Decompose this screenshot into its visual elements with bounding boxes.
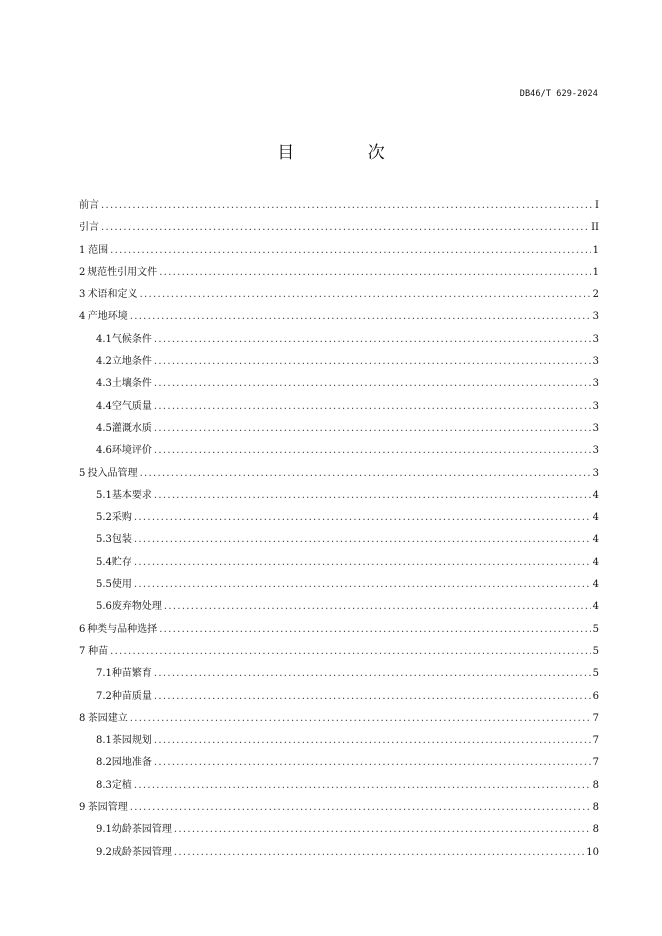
toc-entry-page: 2 xyxy=(592,289,599,301)
toc-entry-number: 5.2 xyxy=(96,512,112,524)
toc-entry-page: 4 xyxy=(592,601,599,613)
toc-entry[interactable] xyxy=(79,440,599,462)
toc-entry-page: 3 xyxy=(592,422,599,434)
toc-dot-leader xyxy=(140,284,591,306)
toc-entry-label: 成龄茶园管理 xyxy=(111,846,172,858)
toc-dot-leader xyxy=(154,396,591,418)
toc-entry-number: 5.5 xyxy=(96,579,112,591)
toc-entry-page: 8 xyxy=(592,802,599,814)
toc-dot-leader xyxy=(159,619,590,641)
toc-entry-page: 4 xyxy=(592,579,599,591)
toc-entry-label: 贮存 xyxy=(111,556,132,568)
toc-entry[interactable] xyxy=(79,418,599,440)
toc-dot-leader xyxy=(159,262,590,284)
toc-entry[interactable] xyxy=(79,708,599,730)
toc-dot-leader xyxy=(110,240,591,262)
toc-entry-page: 3 xyxy=(592,333,599,345)
toc-dot-leader xyxy=(140,463,591,485)
toc-entry-label: 引言 xyxy=(79,222,99,234)
toc-entry[interactable] xyxy=(79,485,599,507)
toc-entry-label: 术语和定义 xyxy=(87,289,138,301)
toc-entry-number: 4.4 xyxy=(96,400,112,412)
toc-entry-label: 采购 xyxy=(111,512,132,524)
toc-entry-label: 种苗质量 xyxy=(111,690,152,702)
toc-dot-leader xyxy=(134,574,591,596)
toc-entry-page: II xyxy=(591,222,599,234)
toc-entry-page: 3 xyxy=(592,356,599,368)
toc-entry-number: 4.2 xyxy=(96,356,112,368)
toc-dot-leader xyxy=(154,440,591,462)
toc-entry-number: 4 xyxy=(79,311,86,323)
toc-dot-leader xyxy=(101,195,593,217)
toc-entry-label: 使用 xyxy=(111,579,132,591)
toc-entry-label: 立地条件 xyxy=(111,356,152,368)
toc-entry-number: 4.3 xyxy=(96,378,112,390)
toc-entry-page: 4 xyxy=(592,512,599,524)
toc-entry[interactable] xyxy=(79,217,599,239)
toc-entry-page: 4 xyxy=(592,556,599,568)
toc-entry-page: 5 xyxy=(592,645,599,657)
toc-entry[interactable] xyxy=(79,641,599,663)
toc-entry[interactable] xyxy=(79,819,599,841)
toc-entry-number: 8.2 xyxy=(96,757,112,769)
toc-entry-label: 种类与品种选择 xyxy=(87,623,158,635)
toc-dot-leader xyxy=(154,418,591,440)
toc-dot-leader xyxy=(154,663,591,685)
toc-entry-page: 3 xyxy=(592,445,599,457)
toc-entry-page: 4 xyxy=(592,489,599,501)
toc-entry-label: 园地准备 xyxy=(111,757,152,769)
toc-entry[interactable] xyxy=(79,775,599,797)
toc-entry-page: 3 xyxy=(592,311,599,323)
toc-entry-page: 7 xyxy=(592,712,599,724)
toc-entry-label: 废弃物处理 xyxy=(111,601,162,613)
toc-entry[interactable] xyxy=(79,842,599,864)
toc-entry-label: 产地环境 xyxy=(87,311,128,323)
toc-entry-label: 规范性引用文件 xyxy=(87,266,158,278)
toc-entry[interactable] xyxy=(79,574,599,596)
page-title: 目 次 xyxy=(277,143,419,163)
toc-entry-number: 8.1 xyxy=(96,735,112,747)
toc-entry-page: 8 xyxy=(592,779,599,791)
toc-dot-leader xyxy=(174,819,591,841)
toc-entry[interactable] xyxy=(79,507,599,529)
toc-entry[interactable] xyxy=(79,262,599,284)
toc-entry-number: 5.1 xyxy=(96,489,112,501)
toc-dot-leader xyxy=(110,641,591,663)
toc-dot-leader xyxy=(174,842,584,864)
toc-entry-page: 7 xyxy=(592,735,599,747)
toc-entry-number: 5 xyxy=(79,467,86,479)
toc-entry[interactable] xyxy=(79,351,599,373)
toc-entry-label: 灌溉水质 xyxy=(111,422,152,434)
toc-entry-number: 1 xyxy=(79,244,86,256)
toc-entry-page: I xyxy=(595,200,599,211)
toc-entry-number: 5.6 xyxy=(96,601,112,613)
toc-dot-leader xyxy=(130,797,591,819)
toc-dot-leader xyxy=(134,775,591,797)
toc-dot-leader xyxy=(154,351,591,373)
toc-dot-leader xyxy=(130,306,591,328)
toc-entry[interactable] xyxy=(79,663,599,685)
toc-entry-page: 8 xyxy=(592,824,599,836)
toc-dot-leader xyxy=(154,373,591,395)
toc-entry[interactable] xyxy=(79,240,599,262)
toc-entry-label: 种苗 xyxy=(88,645,109,657)
toc-entry-page: 5 xyxy=(592,668,599,680)
toc-entry-label: 环境评价 xyxy=(111,445,152,457)
toc-entry-label: 土壤条件 xyxy=(111,378,152,390)
toc-entry-page: 5 xyxy=(592,623,599,635)
toc-dot-leader xyxy=(134,552,591,574)
toc-dot-leader xyxy=(154,686,591,708)
toc-entry-number: 4.6 xyxy=(96,445,112,457)
toc-entry-number: 7.1 xyxy=(96,668,112,680)
toc-entry[interactable] xyxy=(79,619,599,641)
toc-entry-number: 4.1 xyxy=(96,333,112,345)
toc-entry-page: 3 xyxy=(592,400,599,412)
toc-dot-leader xyxy=(154,329,591,351)
toc-entry-label: 包装 xyxy=(111,534,132,546)
toc-entry-label: 气候条件 xyxy=(111,333,152,345)
toc-dot-leader xyxy=(101,217,589,239)
toc-dot-leader xyxy=(154,752,591,774)
toc-entry[interactable] xyxy=(79,596,599,618)
toc-entry-page: 1 xyxy=(592,266,599,278)
toc-entry-page: 4 xyxy=(592,534,599,546)
toc-entry-label: 茶园规划 xyxy=(111,735,152,747)
toc-entry-page: 10 xyxy=(586,846,599,858)
toc-entry-number: 2 xyxy=(79,266,86,278)
toc-entry-page: 7 xyxy=(592,757,599,769)
toc-entry-label: 投入品管理 xyxy=(87,467,138,479)
toc-entry-page: 3 xyxy=(592,467,599,479)
toc-entry[interactable] xyxy=(79,396,599,418)
toc-entry-label: 茶园建立 xyxy=(87,712,128,724)
toc-entry-number: 8.3 xyxy=(96,779,112,791)
toc-entry[interactable] xyxy=(79,463,599,485)
document-code: DB46/T 629-2024 xyxy=(519,89,598,99)
toc-entry-label: 定植 xyxy=(111,779,132,791)
toc-entry[interactable] xyxy=(79,195,599,217)
toc-entry-label: 前言 xyxy=(79,200,99,211)
toc-entry-label: 种苗繁育 xyxy=(111,668,152,680)
toc-entry[interactable] xyxy=(79,752,599,774)
toc-dot-leader xyxy=(130,708,591,730)
toc-entry[interactable] xyxy=(79,686,599,708)
toc-entry[interactable] xyxy=(79,797,599,819)
toc-entry-number: 5.4 xyxy=(96,556,112,568)
toc-entry-label: 茶园管理 xyxy=(87,802,128,814)
toc-entry[interactable] xyxy=(79,329,599,351)
toc-entry-number: 9 xyxy=(79,802,86,814)
toc-dot-leader xyxy=(154,730,591,752)
toc-entry[interactable] xyxy=(79,306,599,328)
toc-entry-label: 幼龄茶园管理 xyxy=(111,824,172,836)
toc-entry-label: 空气质量 xyxy=(111,400,152,412)
toc-entry[interactable] xyxy=(79,552,599,574)
toc-entry-number: 3 xyxy=(79,289,86,301)
toc-dot-leader xyxy=(134,507,591,529)
toc-dot-leader xyxy=(134,529,591,551)
toc-dot-leader xyxy=(154,485,591,507)
toc-entry-page: 1 xyxy=(592,244,599,256)
toc-entry-number: 9.2 xyxy=(96,846,112,858)
toc-entry-number: 8 xyxy=(79,712,86,724)
toc-entry-number: 7.2 xyxy=(96,690,112,702)
toc-entry-number: 9.1 xyxy=(96,824,112,836)
toc-entry-number: 4.5 xyxy=(96,422,112,434)
toc-entry-number: 6 xyxy=(79,623,86,635)
toc-entry[interactable] xyxy=(79,730,599,752)
toc-entry-number: 7 xyxy=(79,645,86,657)
table-of-contents xyxy=(79,195,599,864)
toc-entry-page: 3 xyxy=(592,378,599,390)
toc-entry-page: 6 xyxy=(592,690,599,702)
toc-entry[interactable] xyxy=(79,529,599,551)
toc-entry-label: 基本要求 xyxy=(111,489,152,501)
toc-entry-label: 范围 xyxy=(88,244,109,256)
toc-entry-number: 5.3 xyxy=(96,534,112,546)
toc-entry[interactable] xyxy=(79,284,599,306)
toc-entry[interactable] xyxy=(79,373,599,395)
toc-dot-leader xyxy=(164,596,591,618)
